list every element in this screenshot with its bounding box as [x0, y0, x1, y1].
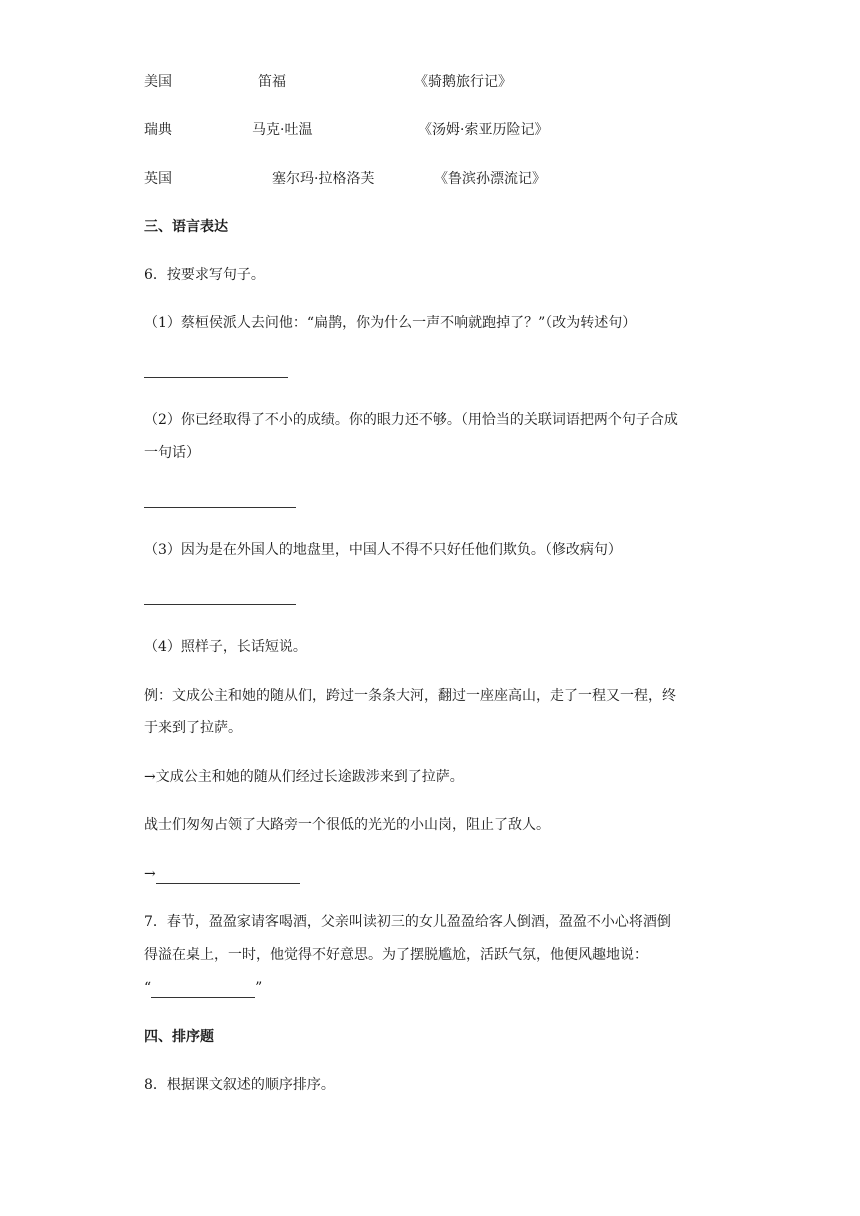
q6-part2-line1: （2）你已经取得了不小的成绩。你的眼力还不够。（用恰当的关联词语把两个句子合成: [144, 412, 678, 428]
q6-example-line1: 例：文成公主和她的随从们，跨过一条条大河，翻过一座座高山，走了一程又一程，终: [144, 688, 676, 704]
q6-part3-answer-line[interactable]: [144, 604, 296, 605]
arrow-icon: →: [144, 866, 156, 882]
q7-answer: [144, 978, 262, 998]
book-3: 《鲁滨孙漂流记》: [434, 171, 546, 187]
country-3: 英国: [144, 171, 172, 187]
open-quote: “: [144, 980, 152, 996]
q6-part3: （3）因为是在外国人的地盘里，中国人不得不只好任他们欺负。（修改病句）: [144, 542, 622, 558]
question-8-stem: 8．根据课文叙述的顺序排序。: [144, 1077, 335, 1093]
section-heading-3: 三、语言表达: [144, 219, 228, 235]
q6-part1-answer-line[interactable]: [144, 377, 288, 378]
book-2: 《汤姆·索亚历险记》: [418, 122, 549, 138]
q6-task-sentence: 战士们匆匆占领了大路旁一个很低的光光的小山岗，阻止了敌人。: [144, 817, 550, 833]
q6-part2-line2: 一句话）: [144, 445, 200, 461]
section-heading-4: 四、排序题: [144, 1029, 214, 1045]
book-1: 《骑鹅旅行记》: [414, 74, 512, 90]
author-2: 马克·吐温: [252, 122, 313, 138]
q6-task-answer: [144, 864, 300, 884]
q6-part2-answer-line[interactable]: [144, 507, 296, 508]
country-1: 美国: [144, 74, 172, 90]
q6-part1: （1）蔡桓侯派人去问他：“扁鹊，你为什么一声不响就跑掉了？”（改为转述句）: [144, 315, 637, 331]
question-6-stem: 6．按要求写句子。: [144, 267, 265, 283]
q7-line2: 得溢在桌上，一时，他觉得不好意思。为了摆脱尴尬，活跃气氛，他便风趣地说：: [144, 947, 648, 963]
q6-task-answer-blank[interactable]: [156, 869, 300, 884]
q7-answer-blank[interactable]: [151, 983, 255, 998]
close-quote: ”: [255, 980, 263, 996]
author-3: 塞尔玛·拉格洛芙: [272, 171, 375, 187]
q6-example-line2: 于来到了拉萨。: [144, 720, 242, 736]
q6-part4: （4）照样子，长话短说。: [144, 639, 307, 655]
country-2: 瑞典: [144, 122, 172, 138]
q7-line1: 7．春节，盈盈家请客喝酒，父亲叫读初三的女儿盈盈给客人倒酒，盈盈不小心将酒倒: [144, 914, 671, 930]
author-1: 笛福: [258, 74, 286, 90]
q6-example-result: →文成公主和她的随从们经过长途跋涉来到了拉萨。: [144, 769, 464, 785]
